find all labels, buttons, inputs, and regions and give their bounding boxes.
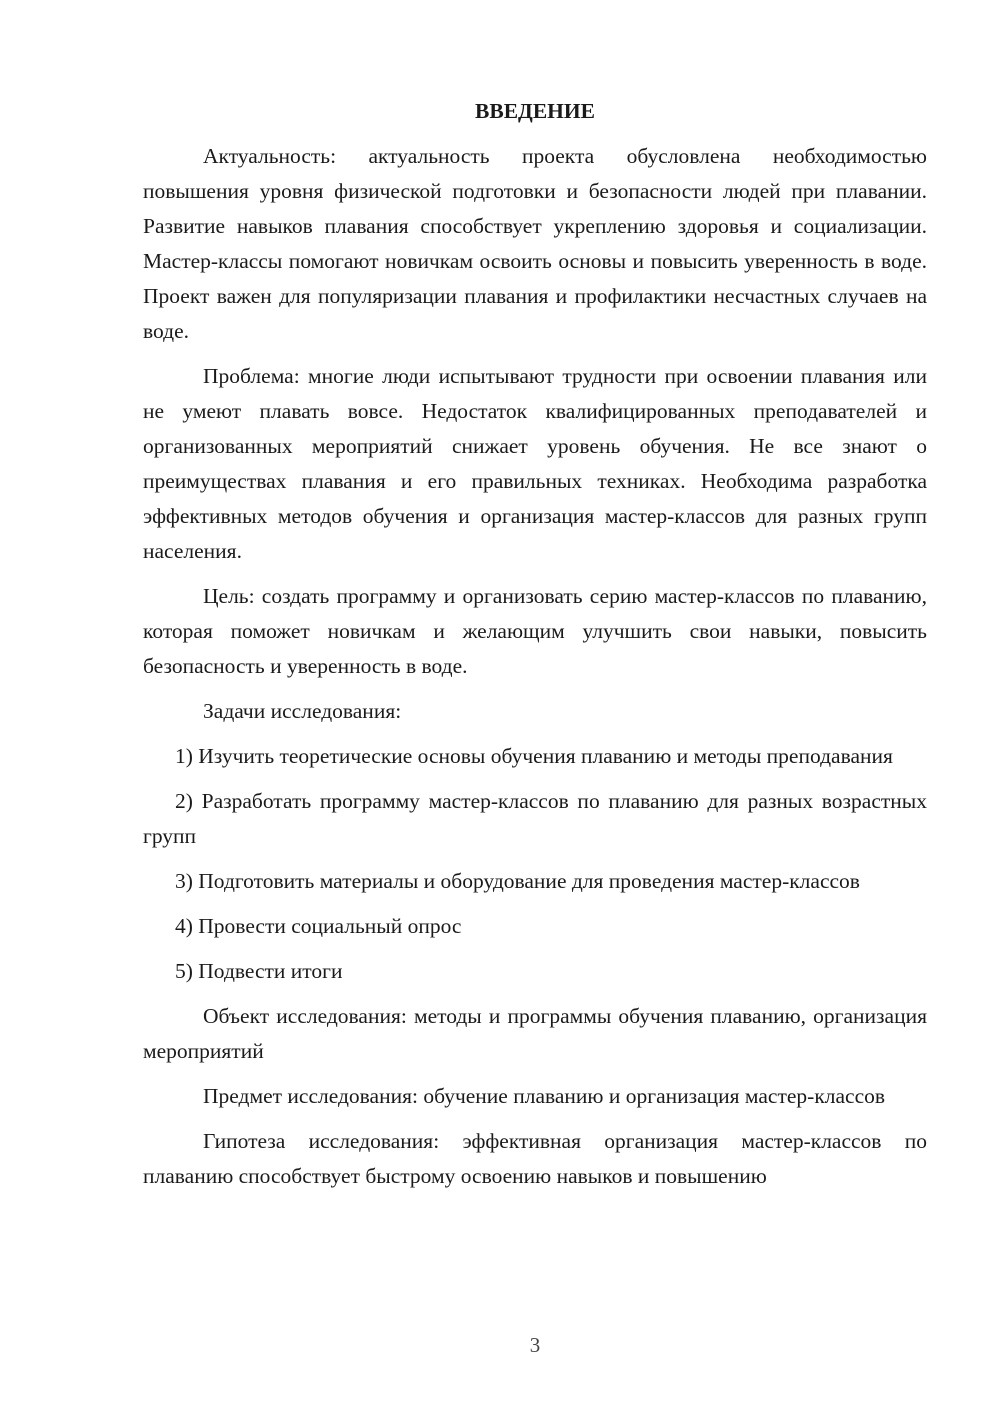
paragraph-problem: Проблема: многие люди испытывают трудности при освоении плавания или не умеют плавать вовсе. Недостаток квалифицированных преподавателей и организованных мероприятий снижает уровень обучения. Не все знают о преимуществах плавания и его правильных техниках. Необходима разработка эффективных методов обучения и организация мастер-классов для разных групп населения.: [143, 364, 927, 563]
section-title: ВВЕДЕНИЕ: [475, 99, 595, 123]
paragraph-goal: Цель: создать программу и организовать серию мастер-классов по плаванию, которая поможет новичкам и желающим улучшить свои навыки, повысить безопасность и уверенность в воде.: [143, 584, 927, 678]
list-item-task-1: 1) Изучить теоретические основы обучения плаванию и методы преподавания: [175, 744, 893, 768]
paragraph-subject: Предмет исследования: обучение плаванию и организация мастер-классов: [203, 1084, 886, 1108]
list-item-task-5: 5) Подвести итоги: [175, 959, 343, 983]
paragraph-hypothesis: Гипотеза исследования: эффективная организация мастер-классов по плаванию способствует быстрому освоению навыков и повышению: [143, 1129, 927, 1188]
page-number: 3: [529, 1333, 541, 1357]
paragraph-relevance: Актуальность: актуальность проекта обусловлена необходимостью повышения уровня физической подготовки и безопасности людей при плавании. Развитие навыков плавания способствует укреплению здоровья и социализации. Мастер-классы помогают новичкам освоить основы и повысить уверенность в воде. Проект важен для популяризации плавания и профилактики несчастных случаев на воде.: [143, 144, 927, 343]
list-item-task-4: 4) Провести социальный опрос: [175, 914, 462, 938]
document-body: [143, 94, 927, 1204]
list-item-task-3: 3) Подготовить материалы и оборудование для проведения мастер-классов: [175, 869, 860, 893]
list-item-task-2: 2) Разработать программу мастер-классов по плаванию для разных возрастных групп: [143, 789, 927, 848]
paragraph-tasks-heading: Задачи исследования:: [203, 699, 402, 723]
paragraph-object: Объект исследования: методы и программы обучения плаванию, организация мероприятий: [143, 1004, 927, 1063]
